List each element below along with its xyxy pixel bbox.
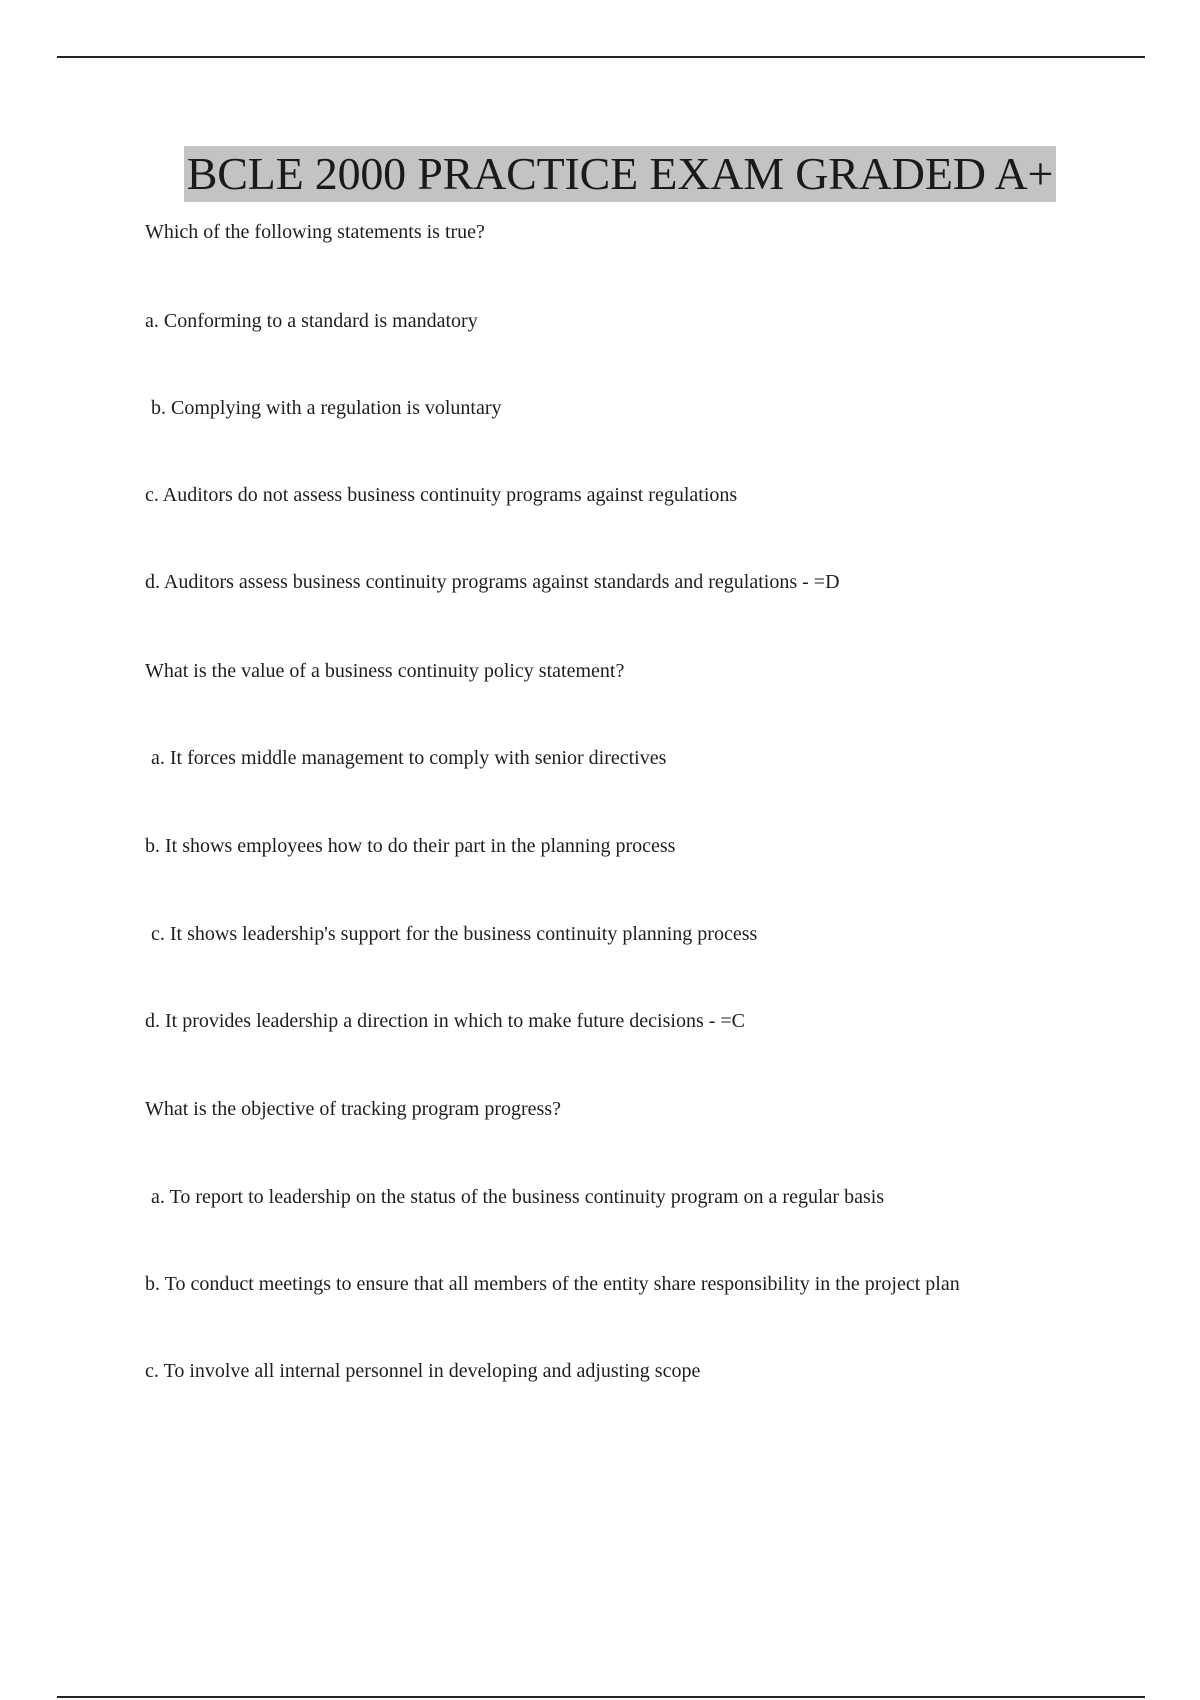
question-3-option-a: a. To report to leadership on the status of the business continuity program on a regular basis — [151, 1186, 885, 1208]
question-2-option-b: b. It shows employees how to do their part in the planning process — [145, 835, 676, 857]
question-1-option-b: b. Complying with a regulation is voluntary — [151, 397, 502, 419]
question-2-option-d: d. It provides leadership a direction in which to make future decisions - =C — [145, 1010, 746, 1032]
question-3-option-c: c. To involve all internal personnel in developing and adjusting scope — [145, 1360, 701, 1382]
top-rule — [57, 56, 1145, 58]
question-2-option-a: a. It forces middle management to comply with senior directives — [151, 747, 667, 769]
bottom-rule — [57, 1696, 1145, 1698]
question-1-option-c: c. Auditors do not assess business continuity programs against regulations — [145, 484, 738, 506]
question-1-option-d: d. Auditors assess business continuity programs against standards and regulations - =D — [145, 571, 840, 593]
title-container — [0, 146, 1200, 202]
question-3-option-b: b. To conduct meetings to ensure that all members of the entity share responsibility in the project plan — [145, 1273, 960, 1295]
question-1-option-a: a. Conforming to a standard is mandatory — [145, 310, 478, 332]
question-1: Which of the following statements is true? — [145, 221, 485, 243]
question-2: What is the value of a business continuity policy statement? — [145, 660, 625, 682]
question-2-option-c: c. It shows leadership's support for the business continuity planning process — [151, 923, 758, 945]
document-title: BCLE 2000 PRACTICE EXAM GRADED A+ — [184, 146, 1057, 202]
question-3: What is the objective of tracking program progress? — [145, 1098, 561, 1120]
